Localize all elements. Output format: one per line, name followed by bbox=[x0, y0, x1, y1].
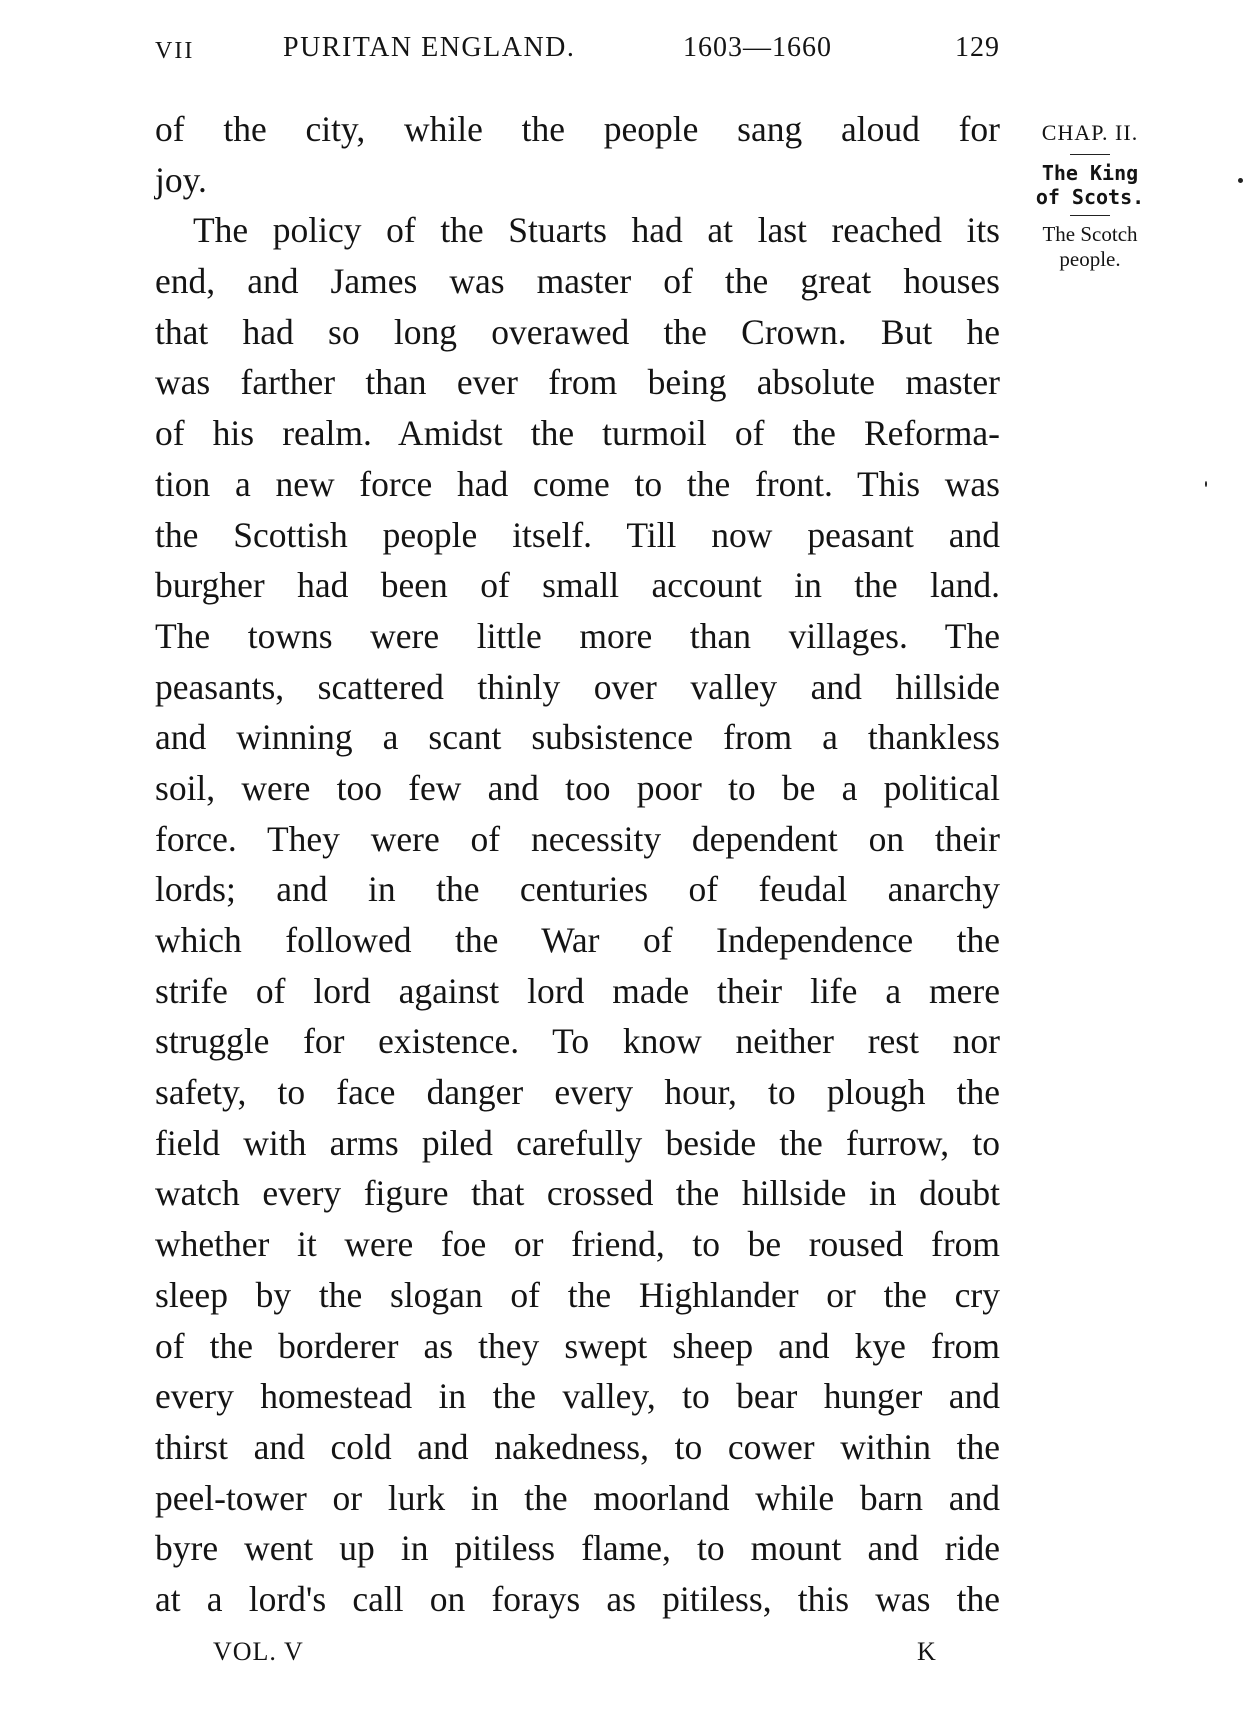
text-line: at a lord's call on forays as pitiless, this was the bbox=[155, 1578, 1000, 1619]
text-line: lords; and in the centuries of feudal anarchy bbox=[155, 869, 1000, 910]
page-number: 129 bbox=[955, 32, 1000, 63]
text-line: every homestead in the valley, to bear hunger and bbox=[155, 1376, 1000, 1417]
text-line: safety, to face danger every hour, to plough the bbox=[155, 1072, 1000, 1113]
text-line: peasants, scattered thinly over valley and hillside bbox=[155, 666, 1000, 707]
text-line: end, and James was master of the great houses bbox=[155, 261, 1000, 302]
text-line: strife of lord against lord made their life a mere bbox=[155, 970, 1000, 1011]
margin-rule bbox=[1070, 215, 1110, 216]
text-line: field with arms piled carefully beside the furrow, to bbox=[155, 1122, 1000, 1163]
margin-notes bbox=[1015, 118, 1165, 272]
text-line: joy. bbox=[155, 159, 207, 200]
running-dates: 1603—1660 bbox=[683, 32, 832, 63]
print-speck bbox=[1238, 178, 1243, 183]
running-title: PURITAN ENGLAND. bbox=[283, 32, 576, 63]
text-line: force. They were of necessity dependent on their bbox=[155, 818, 1000, 859]
margin-note-people-line1: The Scotch bbox=[1042, 222, 1138, 246]
text-line: sleep by the slogan of the Highlander or the cry bbox=[155, 1274, 1000, 1315]
margin-rule bbox=[1070, 154, 1110, 155]
margin-note-people-line2: people. bbox=[1059, 247, 1121, 271]
text-line: byre went up in pitiless flame, to mount and ride bbox=[155, 1528, 1000, 1569]
text-line: The policy of the Stuarts had at last reached its bbox=[193, 210, 1000, 251]
text-line: of the city, while the people sang aloud for bbox=[155, 109, 1000, 149]
text-line: struggle for existence. To know neither rest nor bbox=[155, 1021, 1000, 1062]
page-footer bbox=[155, 1637, 1000, 1677]
text-line: The towns were little more than villages. The bbox=[155, 615, 1000, 656]
text-line: burgher had been of small account in the land. bbox=[155, 565, 1000, 606]
text-line: thirst and cold and nakedness, to cower within the bbox=[155, 1426, 1000, 1467]
margin-chapter: CHAP. II. bbox=[1041, 120, 1139, 145]
text-line: of his realm. Amidst the turmoil of the Reforma- bbox=[155, 413, 1000, 454]
margin-note-king-line2: of Scots. bbox=[1035, 185, 1145, 209]
body-text bbox=[155, 104, 1000, 1625]
signature-mark: K bbox=[917, 1637, 936, 1666]
text-line: was farther than ever from being absolute master bbox=[155, 362, 1000, 403]
text-line: that had so long overawed the Crown. But he bbox=[155, 311, 1000, 352]
text-line: tion a new force had come to the front. This was bbox=[155, 463, 1000, 504]
text-line: and winning a scant subsistence from a thankless bbox=[155, 717, 1000, 758]
text-line: peel-tower or lurk in the moorland while barn and bbox=[155, 1477, 1000, 1518]
text-line: which followed the War of Independence the bbox=[155, 920, 1000, 960]
text-line: the Scottish people itself. Till now peasant and bbox=[155, 514, 1000, 555]
text-line: of the borderer as they swept sheep and kye from bbox=[155, 1325, 1000, 1366]
text-line: watch every figure that crossed the hillside in doubt bbox=[155, 1173, 1000, 1214]
chapter-number: VII bbox=[155, 38, 195, 64]
margin-note-king-line1: The King bbox=[1041, 161, 1139, 185]
volume-mark: VOL. V bbox=[213, 1637, 304, 1666]
text-line: soil, were too few and too poor to be a political bbox=[155, 767, 1000, 808]
print-speck bbox=[1205, 481, 1207, 487]
running-head bbox=[155, 32, 1000, 72]
text-line: whether it were foe or friend, to be roused from bbox=[155, 1224, 1000, 1265]
